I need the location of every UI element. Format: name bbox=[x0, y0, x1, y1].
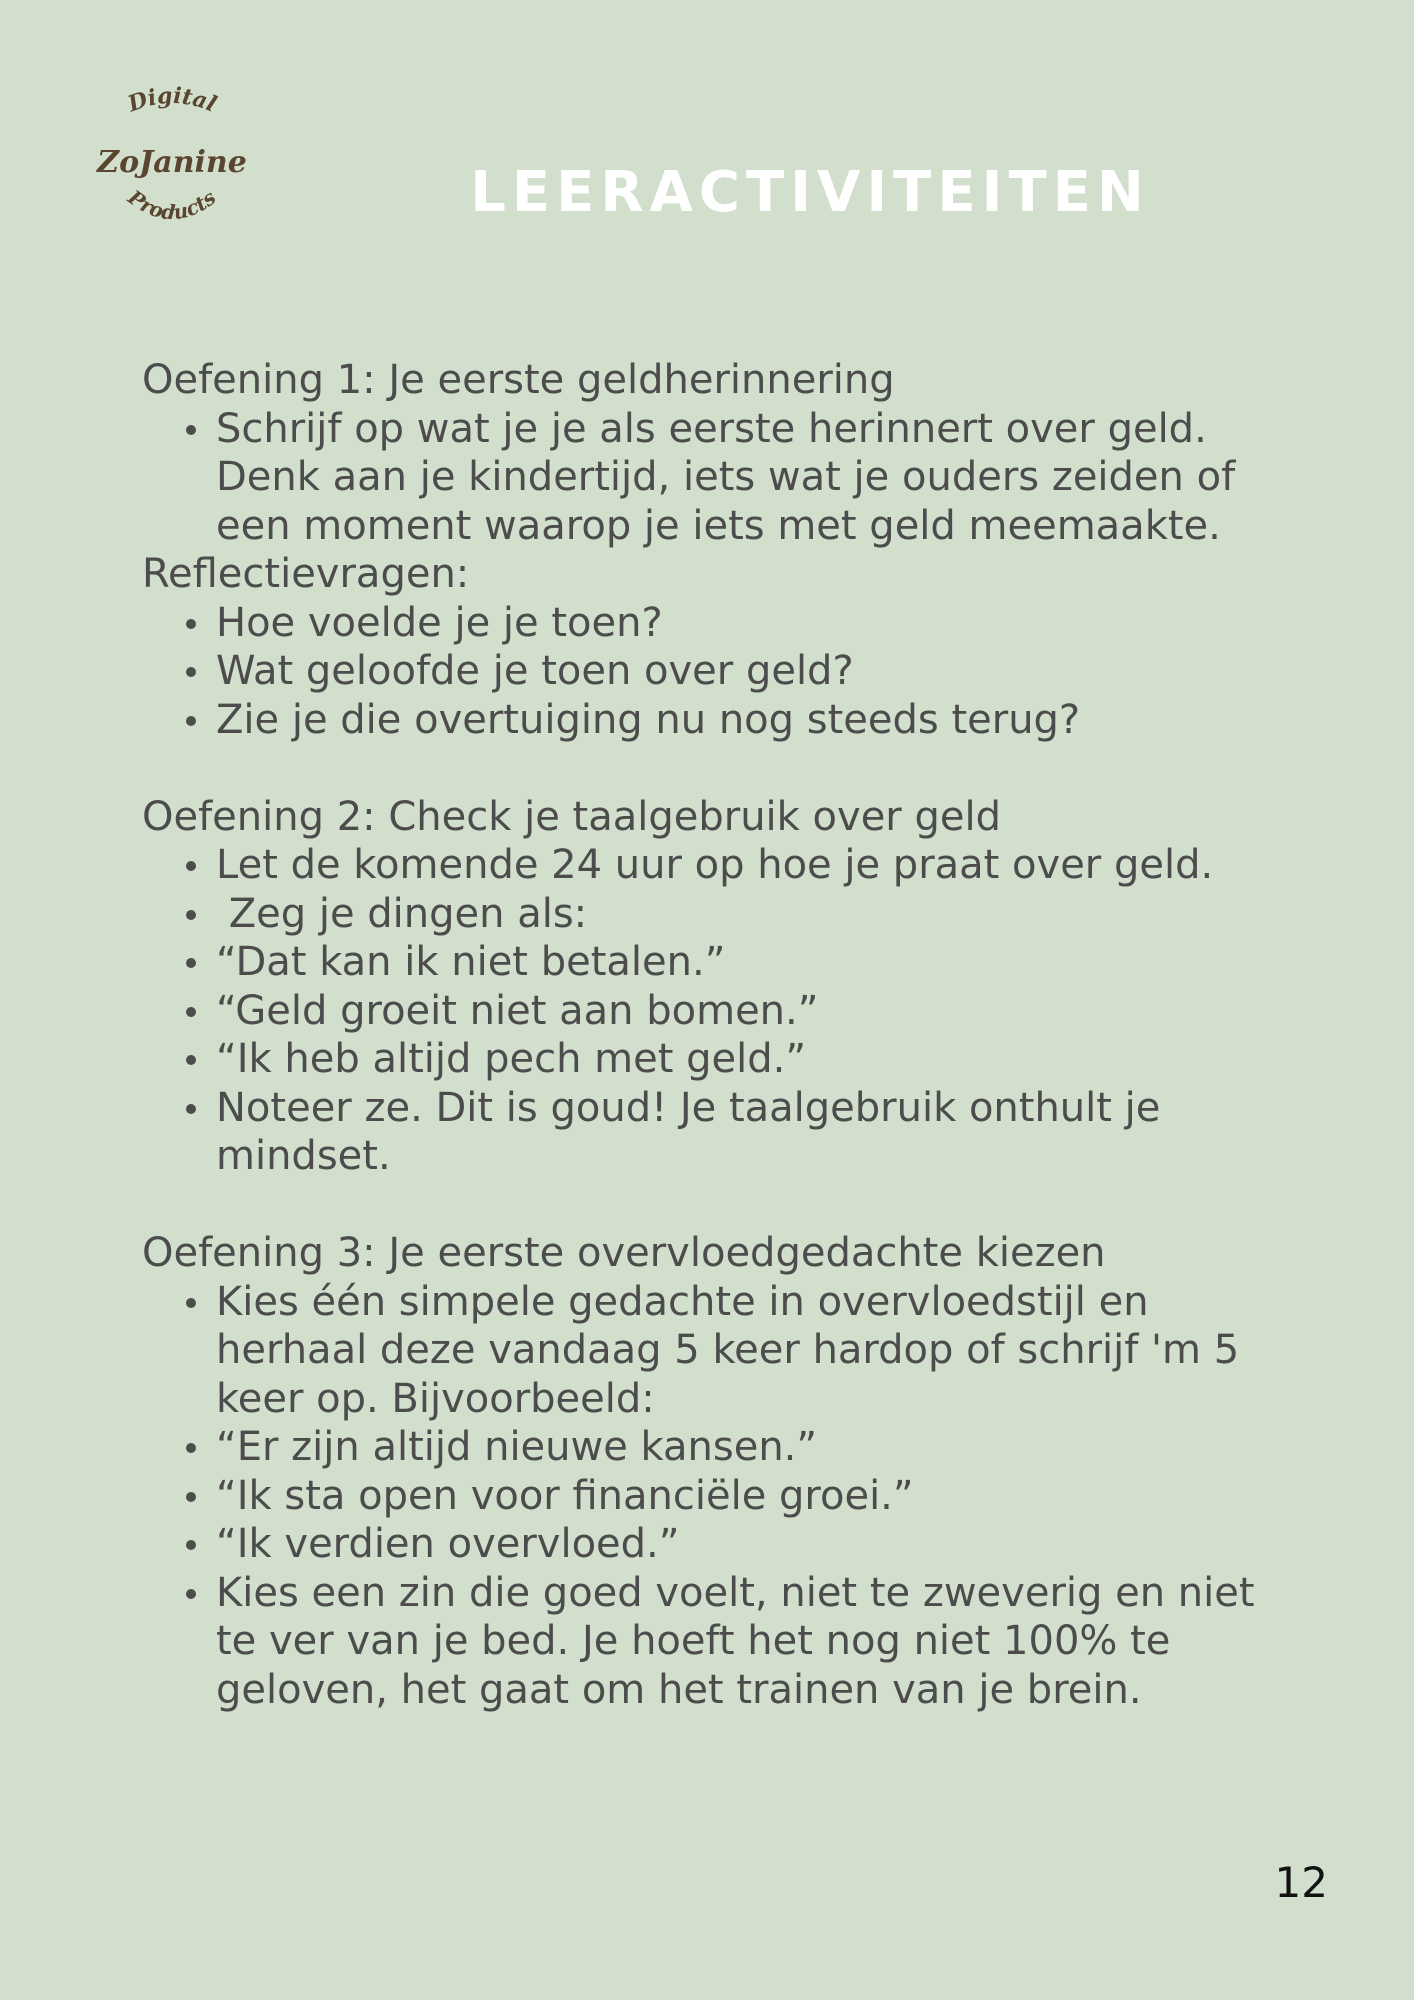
section-1-sub-list bbox=[142, 599, 1292, 745]
brand-logo bbox=[92, 80, 252, 250]
brand-logo-graphic bbox=[92, 80, 252, 250]
list-item: Kies een zin die goed voelt, niet te zweverig en niet te ver van je bed. Je hoeft het nog niet 100% te geloven, het gaat om het trainen van je brein. bbox=[216, 1569, 1292, 1715]
section-2-list bbox=[142, 841, 1292, 1181]
list-item: Zeg je dingen als: bbox=[216, 890, 1292, 939]
svg-text:Digital bbox=[124, 83, 221, 118]
section-1-list bbox=[142, 405, 1292, 551]
list-item: Schrijf op wat je je als eerste herinnert over geld. Denk aan je kindertijd, iets wat je ouders zeiden of een moment waarop je iets met geld meemaakte. bbox=[216, 405, 1292, 551]
page-number: 12 bbox=[1274, 1858, 1328, 1907]
content-body bbox=[142, 356, 1292, 1714]
section-3-list bbox=[142, 1278, 1292, 1715]
section-spacer bbox=[142, 1181, 1292, 1230]
list-item: Let de komende 24 uur op hoe je praat over geld. bbox=[216, 841, 1292, 890]
section-1-subheading: Reflectievragen: bbox=[142, 551, 470, 597]
list-item: “Dat kan ik niet betalen.” bbox=[216, 938, 1292, 987]
list-item: Hoe voelde je je toen? bbox=[216, 599, 1292, 648]
list-item: “Ik heb altijd pech met geld.” bbox=[216, 1035, 1292, 1084]
list-item: Kies één simpele gedachte in overvloedstijl en herhaal deze vandaag 5 keer hardop of schrijf 'm 5 keer op. Bijvoorbeeld: bbox=[216, 1278, 1292, 1424]
list-item: Wat geloofde je toen over geld? bbox=[216, 647, 1292, 696]
list-item: “Geld groeit niet aan bomen.” bbox=[216, 987, 1292, 1036]
page-title: LEERACTIVITEITEN bbox=[470, 160, 1150, 225]
logo-bottom-text: Products bbox=[123, 185, 221, 225]
section-spacer bbox=[142, 744, 1292, 793]
section-2-heading: Oefening 2: Check je taalgebruik over geld bbox=[142, 793, 1001, 840]
section-1-heading: Oefening 1: Je eerste geldherinnering bbox=[142, 357, 895, 403]
list-item: Zie je die overtuiging nu nog steeds terug? bbox=[216, 696, 1292, 745]
logo-top-text: Digital bbox=[124, 82, 221, 118]
list-item: Noteer ze. Dit is goud! Je taalgebruik onthult je mindset. bbox=[216, 1084, 1292, 1181]
list-item: “Ik sta open voor financiële groei.” bbox=[216, 1472, 1292, 1521]
section-3-heading: Oefening 3: Je eerste overvloedgedachte kiezen bbox=[142, 1230, 1106, 1276]
list-item: “Ik verdien overvloed.” bbox=[216, 1520, 1292, 1569]
list-item: “Er zijn altijd nieuwe kansen.” bbox=[216, 1423, 1292, 1472]
svg-text:Products bbox=[123, 184, 220, 224]
logo-middle-text: ZoJanine bbox=[97, 145, 247, 180]
